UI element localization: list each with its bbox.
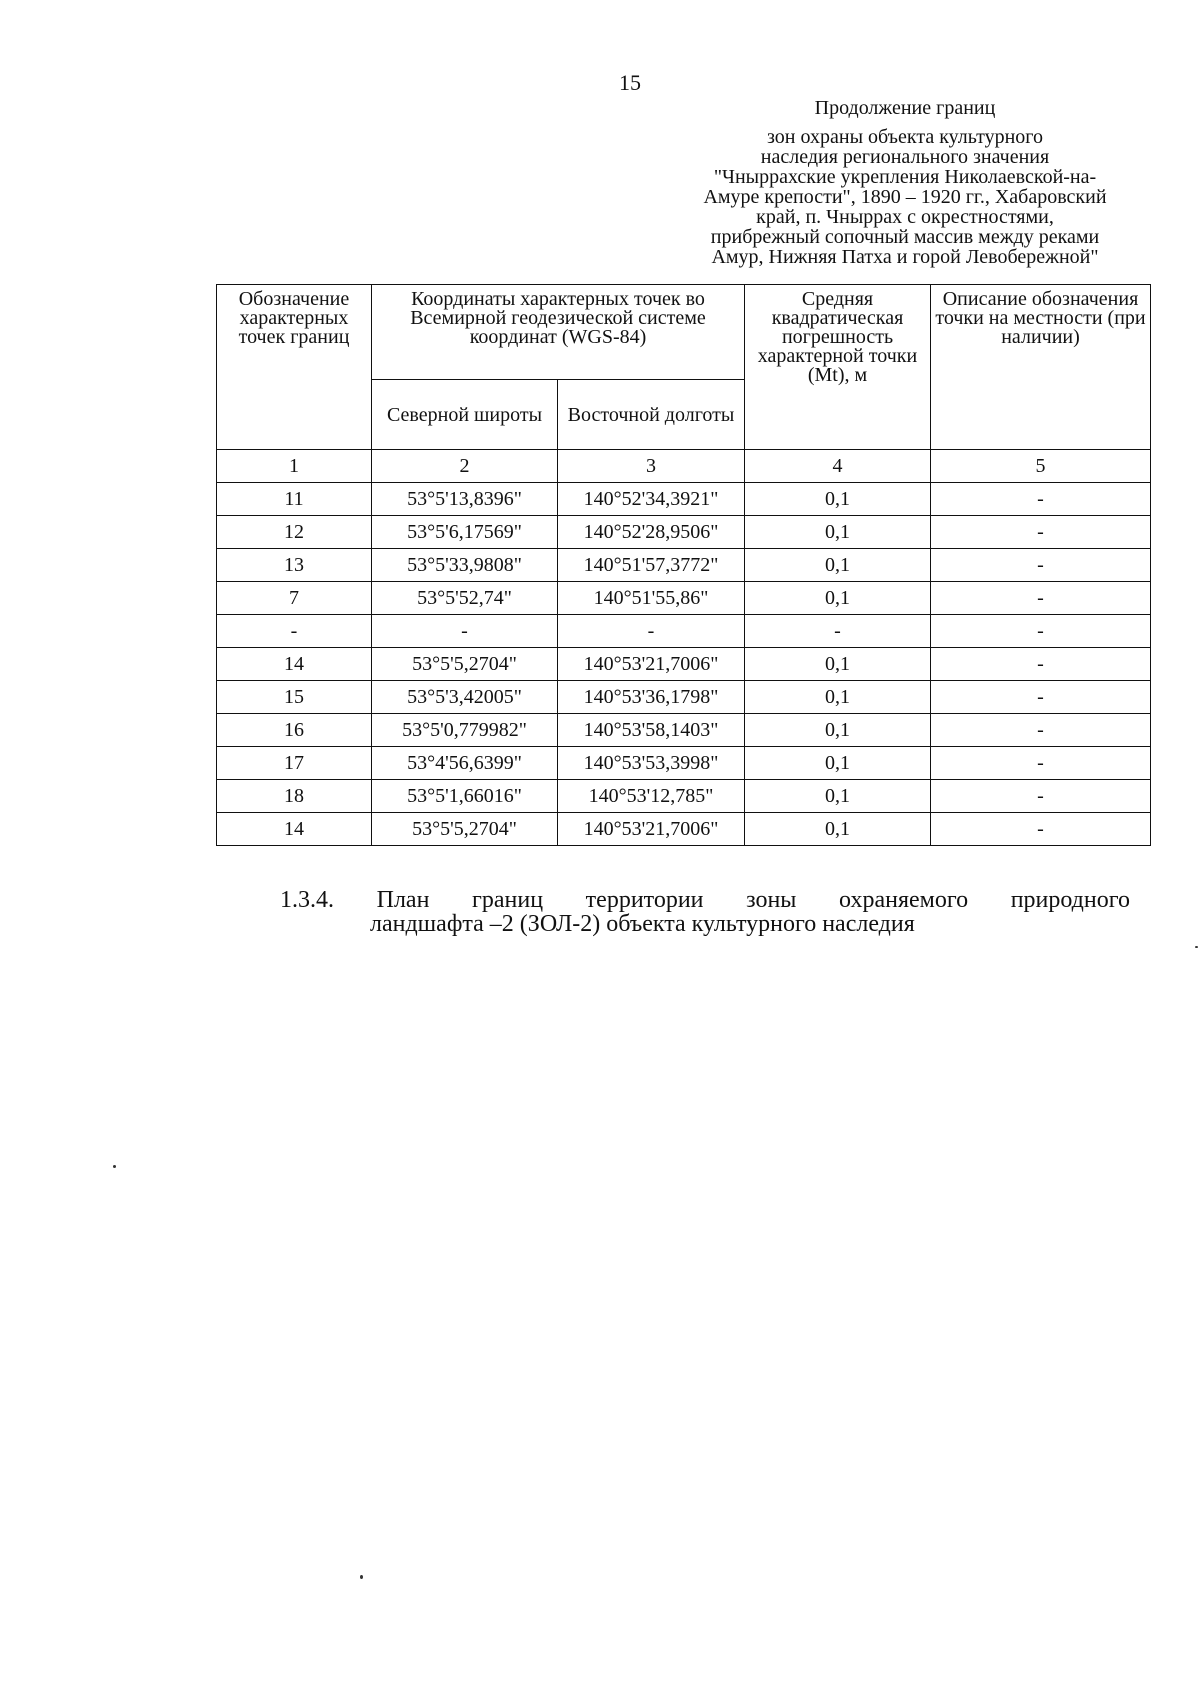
cell-east: 140°53'21,7006": [558, 648, 745, 681]
table-row: [217, 648, 1151, 681]
cell-mt: 0,1: [745, 681, 931, 714]
table-row: [217, 516, 1151, 549]
cell-mt: 0,1: [745, 582, 931, 615]
cell-description: -: [931, 747, 1151, 780]
cell-point: 16: [217, 714, 372, 747]
cell-north: 53°5'52,74": [372, 582, 558, 615]
page-number: 15: [619, 70, 641, 95]
cell-mt: 0,1: [745, 714, 931, 747]
section-word: План: [376, 887, 430, 913]
cell-east: 140°53'36,1798": [558, 681, 745, 714]
cell-description: -: [931, 648, 1151, 681]
cell-mt: 0,1: [745, 483, 931, 516]
scan-speck: [360, 1575, 363, 1579]
cell-point: 12: [217, 516, 372, 549]
section-heading: [280, 888, 1130, 936]
header-point-designation: Обозначение характерных точек границ: [217, 285, 372, 450]
column-number: 5: [931, 450, 1151, 483]
coordinates-table: [216, 284, 1151, 846]
header-coordinates: Координаты характерных точек во Всемирной геодезической системе координат (WGS-84): [372, 285, 745, 380]
cell-east: 140°53'53,3998": [558, 747, 745, 780]
section-word: границ: [472, 887, 544, 913]
cell-description: -: [931, 615, 1151, 648]
title-line: край, п. Чныррах с окрестностями,: [756, 206, 1054, 228]
cell-description: -: [931, 582, 1151, 615]
scan-speck: [1195, 946, 1198, 948]
scan-speck: [113, 1165, 116, 1168]
cell-description: -: [931, 483, 1151, 516]
cell-east: 140°51'55,86": [558, 582, 745, 615]
section-word: охраняемого: [839, 887, 969, 913]
cell-north: 53°5'6,17569": [372, 516, 558, 549]
cell-point: 15: [217, 681, 372, 714]
cell-point: 14: [217, 813, 372, 846]
cell-north: 53°5'0,779982": [372, 714, 558, 747]
column-number: 4: [745, 450, 931, 483]
cell-point: 17: [217, 747, 372, 780]
cell-description: -: [931, 813, 1151, 846]
table-row: [217, 483, 1151, 516]
cell-point: 11: [217, 483, 372, 516]
cell-point: 13: [217, 549, 372, 582]
table-row: [217, 549, 1151, 582]
cell-north: 53°5'5,2704": [372, 648, 558, 681]
table-header-row: [217, 285, 1151, 380]
cell-east: 140°53'12,785": [558, 780, 745, 813]
cell-north: -: [372, 615, 558, 648]
cell-description: -: [931, 780, 1151, 813]
table-row: [217, 615, 1151, 648]
cell-point: 18: [217, 780, 372, 813]
section-word: природного: [1010, 887, 1130, 913]
header-point-description: Описание обозначения точки на местности (при наличии): [931, 285, 1151, 450]
table-row: [217, 681, 1151, 714]
cell-north: 53°5'5,2704": [372, 813, 558, 846]
section-heading-line: ландшафта –2 (ЗОЛ-2) объекта культурного наследия: [370, 911, 915, 937]
title-line: "Чныррахские укрепления Николаевской-на-: [713, 166, 1097, 188]
title-continuation: Продолжение границ: [814, 97, 996, 119]
table-row: [217, 714, 1151, 747]
section-number: 1.3.4.: [280, 887, 334, 913]
cell-point: 7: [217, 582, 372, 615]
cell-north: 53°5'13,8396": [372, 483, 558, 516]
column-number-row: [217, 450, 1151, 483]
table-row: [217, 780, 1151, 813]
table-row: [217, 813, 1151, 846]
cell-north: 53°5'3,42005": [372, 681, 558, 714]
cell-point: 14: [217, 648, 372, 681]
column-number: 1: [217, 450, 372, 483]
title-line: прибрежный сопочный массив между реками: [710, 226, 1100, 248]
header-north-latitude: Северной широты: [372, 380, 558, 450]
cell-description: -: [931, 681, 1151, 714]
cell-mt: 0,1: [745, 780, 931, 813]
cell-east: 140°53'58,1403": [558, 714, 745, 747]
header-mean-square-error: Средняя квадратическая погрешность характерной точки (Mt), м: [745, 285, 931, 450]
table-row: [217, 747, 1151, 780]
cell-east: -: [558, 615, 745, 648]
section-word: территории: [585, 887, 704, 913]
cell-mt: 0,1: [745, 813, 931, 846]
document-title: [655, 98, 1155, 267]
column-number: 3: [558, 450, 745, 483]
cell-description: -: [931, 516, 1151, 549]
cell-mt: -: [745, 615, 931, 648]
cell-north: 53°5'1,66016": [372, 780, 558, 813]
title-line: зон охраны объекта культурного: [767, 126, 1043, 148]
table-row: [217, 582, 1151, 615]
cell-description: -: [931, 549, 1151, 582]
section-heading-line: [280, 888, 1130, 912]
cell-mt: 0,1: [745, 549, 931, 582]
cell-mt: 0,1: [745, 747, 931, 780]
column-number: 2: [372, 450, 558, 483]
cell-mt: 0,1: [745, 516, 931, 549]
cell-east: 140°52'34,3921": [558, 483, 745, 516]
cell-description: -: [931, 714, 1151, 747]
cell-east: 140°53'21,7006": [558, 813, 745, 846]
cell-east: 140°52'28,9506": [558, 516, 745, 549]
cell-north: 53°5'33,9808": [372, 549, 558, 582]
title-line: Амур, Нижняя Патха и горой Левобережной": [711, 246, 1099, 268]
title-line: Амуре крепости", 1890 – 1920 гг., Хабаровский: [703, 186, 1107, 208]
cell-point: -: [217, 615, 372, 648]
title-line: наследия регионального значения: [760, 146, 1050, 168]
header-east-longitude: Восточной долготы: [558, 380, 745, 450]
cell-east: 140°51'57,3772": [558, 549, 745, 582]
cell-mt: 0,1: [745, 648, 931, 681]
section-word: зоны: [746, 887, 797, 913]
cell-north: 53°4'56,6399": [372, 747, 558, 780]
